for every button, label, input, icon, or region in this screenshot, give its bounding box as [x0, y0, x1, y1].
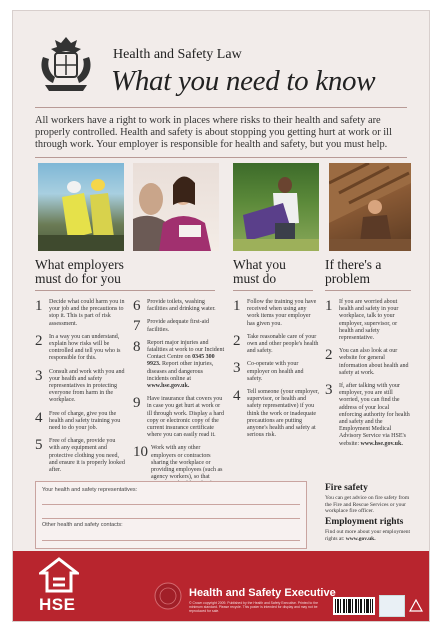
list-item: 3 If, after talking with your employer, you are still worried, you can find the address of your local enforcing authority for health and safety and the Employment Medical Advisory Service via HSE's website: www.hse.gov.uk.	[325, 382, 410, 447]
contacts-box	[35, 481, 307, 549]
list-item: 9 Have insurance that covers you in case you get hurt at work or ill through work. Display a hard copy or electronic copy of the current insurance certificate where you can easily read it.	[133, 395, 224, 439]
fine-print: © Crown copyright 2009. Published by the Health and Safety Executive. Printed to the minimum standard. Please recycle. This poster is intended for display and may not be reproduced for sale.	[189, 601, 318, 613]
heading-you: What you must do	[233, 257, 286, 286]
barcode-icon	[333, 597, 375, 615]
divider	[233, 290, 313, 291]
hse-logo-icon	[39, 557, 79, 593]
divider	[35, 157, 407, 158]
hse-badge-icon	[379, 595, 405, 617]
list-item: 10 Work with any other employers or contractors sharing the workplace or providing employees (such as agency workers), so that	[133, 444, 223, 481]
problem-list	[325, 299, 413, 454]
list-item: 1 If you are worried about health and safety in your workplace, talk to your employer, supervisor, or health and safety representative.	[325, 298, 399, 342]
list-item: 3 Co-operate with your employer on health and safety.	[233, 360, 304, 382]
royal-crest-icon	[35, 33, 97, 95]
list-item: 7 Provide adequate first-aid facilities.	[133, 318, 209, 335]
list-item: 6 Provide toilets, washing facilities and drinking water.	[133, 298, 216, 314]
write-line	[42, 518, 300, 519]
employers-list-1	[35, 299, 127, 480]
list-item: 1 Follow the training you have received when using any work items your employer has given you.	[233, 298, 317, 327]
photo-two-women	[133, 163, 219, 251]
photo-loft-worker	[329, 163, 411, 251]
heading-problem: If there's a problem	[325, 257, 382, 286]
page-title: What you need to know	[111, 65, 376, 97]
list-item: 4 Tell someone (your employer, supervisor, or health and safety representative) if you think the work or inadequate precautions are putting anyone's health and safety at serious risk.	[233, 388, 319, 439]
employment-rights-text: Find out more about your employment rights at: www.gov.uk.	[325, 529, 411, 542]
photo-man-bags	[233, 163, 319, 251]
reps-label: Your health and safety representatives:	[42, 487, 138, 493]
fire-safety-heading: Fire safety	[325, 483, 368, 493]
list-item: 2 You can also look at our website for general information about health and safety at work.	[325, 347, 409, 376]
org-name: Health and Safety Executive	[189, 587, 336, 599]
employment-rights-heading: Employment rights	[325, 517, 404, 527]
list-item: 4 Free of charge, give you the health and safety training you need to do your job.	[35, 409, 121, 432]
intro-text: All workers have a right to work in places where risks to their health and safety are properly controlled. Health and safety is about stopping you getting hurt at work or ill through work. Your employer is responsible for health and safety, but you must help.	[35, 115, 392, 151]
you-list	[233, 299, 319, 445]
list-item: 1 Decide what could harm you in your job and the precautions to stop it. This is part of risk assessment.	[35, 298, 125, 327]
poster	[12, 10, 430, 622]
list-item: 3 Consult and work with you and your health and safety representatives in protecting everyone from harm in the workplace.	[35, 367, 125, 404]
list-item: 2 In a way you can understand, explain how risks will be controlled and tell you who is responsible for this.	[35, 332, 121, 362]
employers-list-2	[133, 299, 225, 502]
recycle-icon	[409, 599, 423, 613]
divider	[325, 290, 411, 291]
title-small: Health and Safety Law	[113, 47, 242, 62]
list-item: 8 Report major injuries and fatalities at work to our Incident Contact Centre on 0345 300 9923. Report other injuries, diseases and dangerous incidents online at www.hse.gov.uk.	[133, 338, 225, 390]
hse-logo-text: HSE	[39, 595, 76, 614]
list-item: 2 Take reasonable care of your own and other people's health and safety.	[233, 332, 319, 355]
heading-employers: What employers must do for you	[35, 257, 124, 286]
write-line	[42, 540, 300, 541]
fire-safety-text: You can get advice on fire safety from the Fire and Rescue Services or your workplace fire officer.	[325, 495, 410, 515]
divider	[35, 290, 215, 291]
list-item: 5 Free of charge, provide you with any equipment and protective clothing you need, and ensure it is properly looked after.	[35, 437, 125, 474]
divider	[35, 107, 407, 108]
contacts-label: Other health and safety contacts:	[42, 522, 123, 528]
photo-workers-hivis	[38, 163, 124, 251]
seal-icon	[153, 581, 183, 611]
footer-band	[13, 551, 429, 622]
write-line	[42, 504, 300, 505]
